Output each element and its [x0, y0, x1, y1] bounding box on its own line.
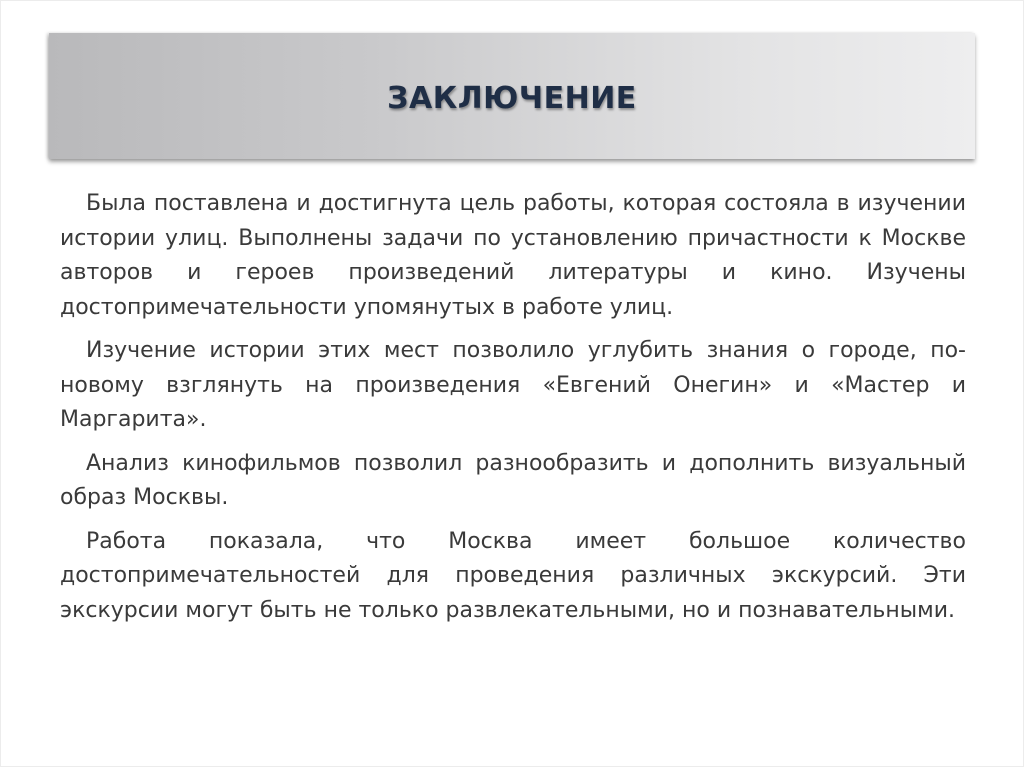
paragraph-history: Изучение истории этих мест позволило углубить знания о городе, по-новому взглянуть на произведения «Евгений Онегин» и «Мастер и Маргарита». — [60, 338, 966, 432]
paragraph-films: Анализ кинофильмов позволил разнообразить и дополнить визуальный образ Москвы. — [60, 450, 966, 510]
slide-body — [60, 187, 966, 637]
title-banner — [49, 33, 975, 159]
paragraph-goal: Была поставлена и достигнута цель работы, которая состояла в изучении истории улиц. Выполнены задачи по установлению причастности к Москве авторов и героев произведений литературы и кино. Изучены достопримечательности упомянутых в работе улиц. — [60, 191, 966, 320]
slide-title: ЗАКЛЮЧЕНИЕ — [387, 80, 637, 116]
paragraph-conclusion: Работа показала, что Москва имеет большое количество достопримечательностей для проведения различных экскурсий. Эти экскурсии могут быть не только развлекательными, но и познавательными. — [60, 528, 966, 623]
